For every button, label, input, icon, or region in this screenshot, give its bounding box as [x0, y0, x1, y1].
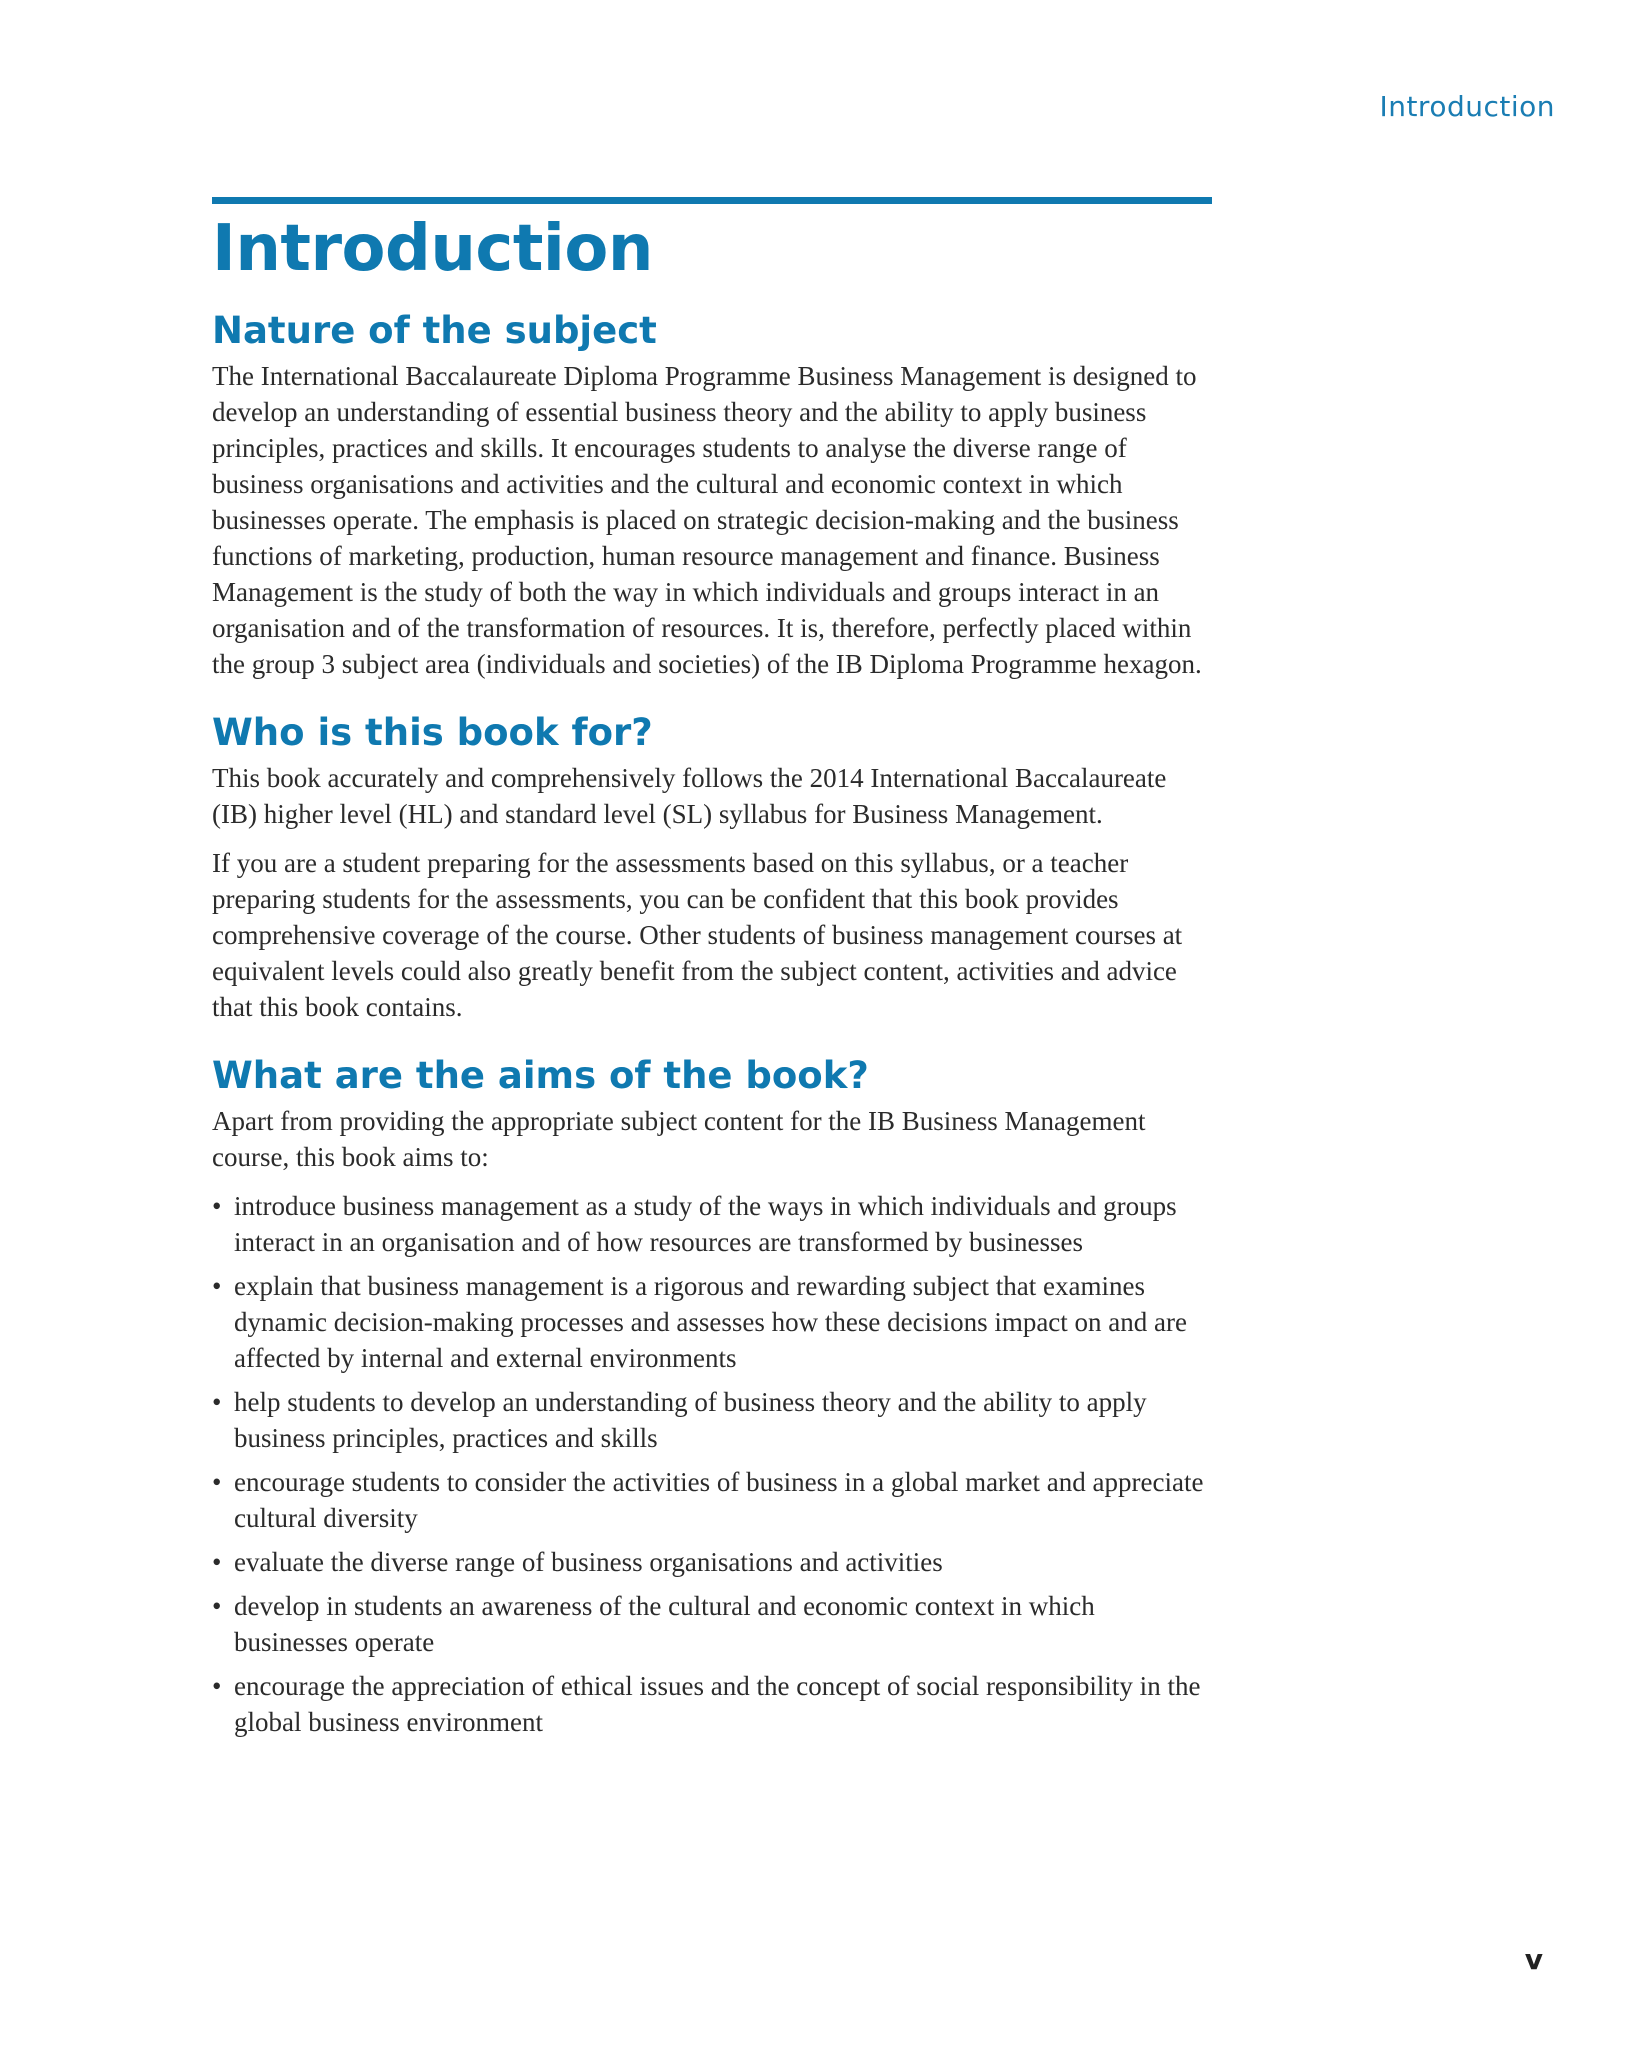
section-heading: Nature of the subject — [212, 309, 657, 352]
list-item: • explain that business management is a rigorous and rewarding subject that examines dynamic decision-making processes and assesses how these decisions impact on and are affected by internal and external environments — [212, 1268, 1212, 1376]
page-content — [212, 197, 1212, 1766]
list-item: • encourage students to consider the activities of business in a global market and appreciate cultural diversity — [212, 1464, 1212, 1536]
list-item: • develop in students an awareness of the cultural and economic context in which businesses operate — [212, 1588, 1212, 1660]
chapter-title: Introduction — [212, 212, 653, 286]
section-heading: What are the aims of the book? — [212, 1054, 869, 1097]
list-item: • encourage the appreciation of ethical issues and the concept of social responsibility in the global business environment — [212, 1668, 1212, 1740]
paragraph: This book accurately and comprehensively follows the 2014 International Baccalaureate (IB) higher level (HL) and standard level (SL) syllabus for Business Management. — [212, 763, 1167, 829]
title-rule — [212, 197, 1212, 204]
page-number: v — [1524, 1943, 1543, 1976]
paragraph: If you are a student preparing for the assessments based on this syllabus, or a teacher preparing students for the assessments, you can be confident that this book provides comprehensive coverage of the course. Other students of business management courses at equivalent levels could also greatly benefit from the subject content, activities and advice that this book contains. — [212, 848, 1183, 1022]
section-heading: Who is this book for? — [212, 711, 653, 754]
section-aims-of-book — [212, 1051, 1212, 1740]
section-nature-of-subject — [212, 306, 1212, 682]
aims-list — [212, 1188, 1212, 1740]
list-item: • introduce business management as a study of the ways in which individuals and groups interact in an organisation and of how resources are transformed by businesses — [212, 1188, 1212, 1260]
paragraph: Apart from providing the appropriate subject content for the IB Business Management course, this book aims to: — [212, 1106, 1146, 1172]
section-who-is-this-book-for — [212, 708, 1212, 1025]
list-item: • help students to develop an understanding of business theory and the ability to apply business principles, practices and skills — [212, 1384, 1212, 1456]
running-head: Introduction — [1379, 90, 1555, 123]
paragraph: The International Baccalaureate Diploma Programme Business Management is designed to develop an understanding of essential business theory and the ability to apply business principles, practices and skills. It encourages students to analyse the diverse range of business organisations and activities and the cultural and economic context in which businesses operate. The emphasis is placed on strategic decision-making and the business functions of marketing, production, human resource management and finance. Business Management is the study of both the way in which individuals and groups interact in an organisation and of the transformation of resources. It is, therefore, perfectly placed within the group 3 subject area (individuals and societies) of the IB Diploma Programme hexagon. — [212, 361, 1202, 679]
list-item: • evaluate the diverse range of business organisations and activities — [212, 1544, 1212, 1580]
